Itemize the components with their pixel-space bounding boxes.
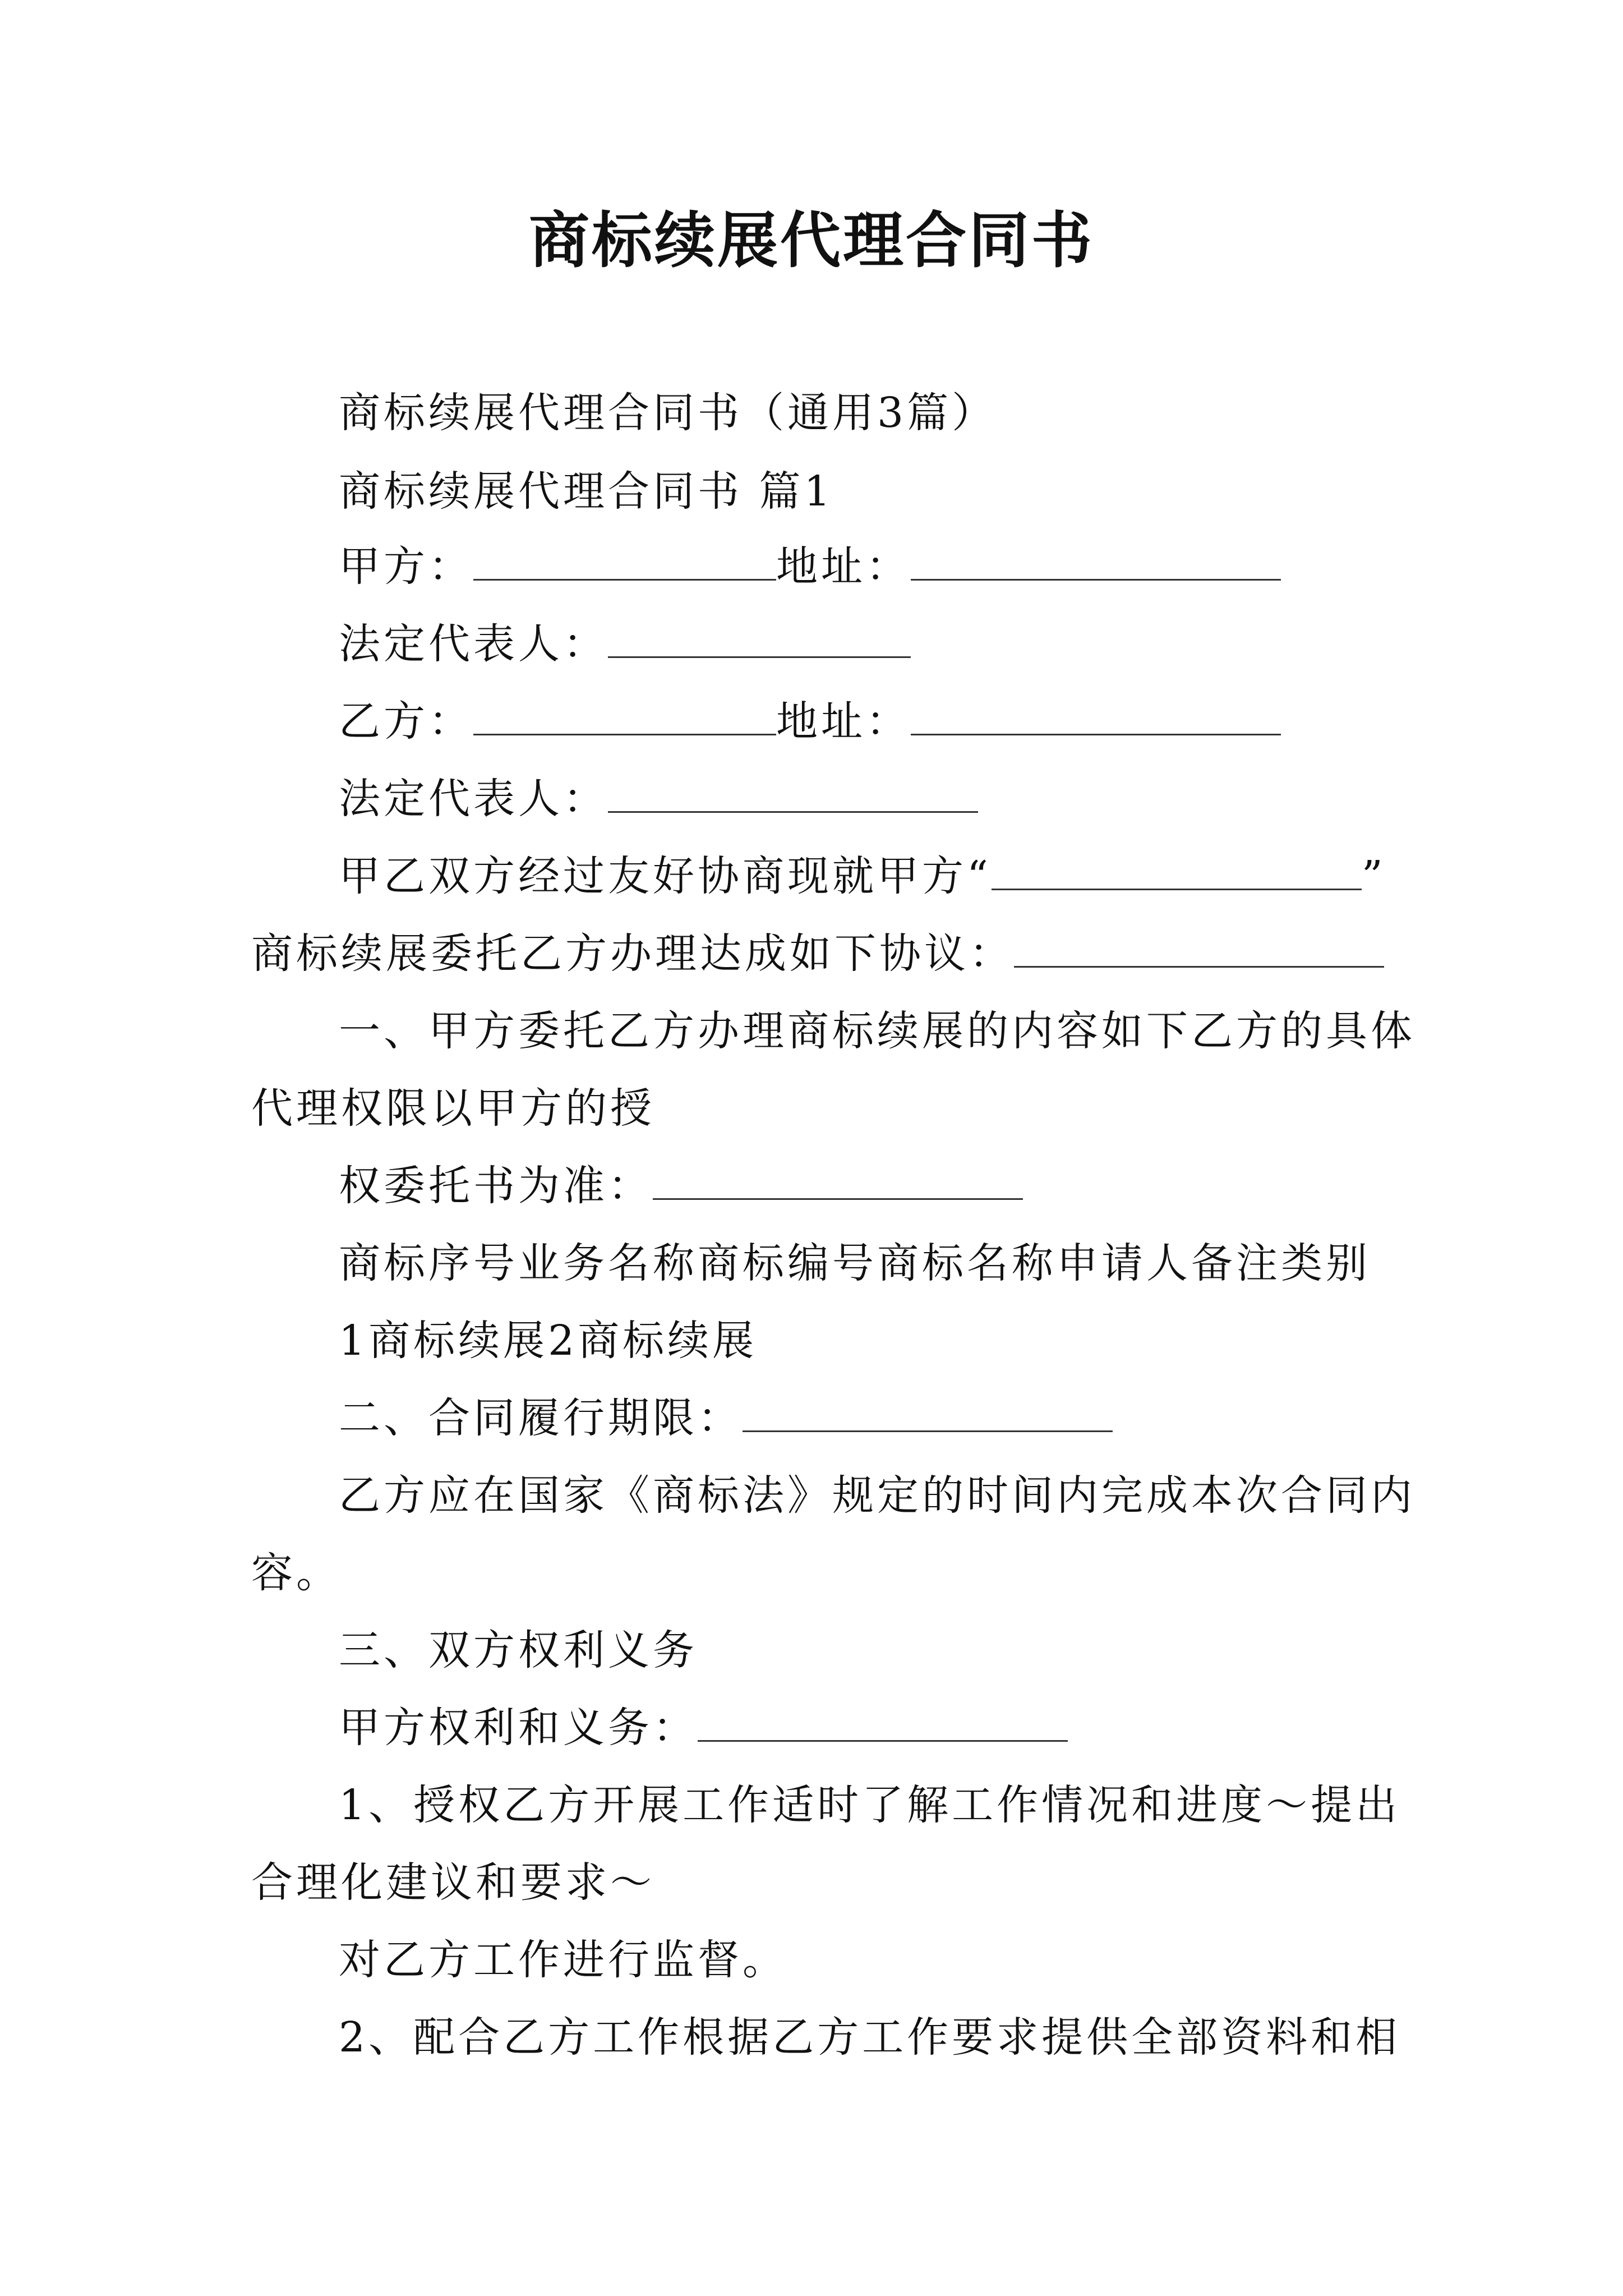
party-b-blank <box>473 697 776 735</box>
text-line: 商标续展代理合同书 篇1 <box>339 467 834 516</box>
paragraph-line <box>0 1158 1623 1214</box>
legal-rep-label: 法定代表人： <box>339 775 608 823</box>
paragraph-line <box>0 926 1623 982</box>
address-blank <box>911 697 1281 735</box>
text-line: 对乙方工作进行监督。 <box>339 1936 787 1984</box>
text-line: 权委托书为准： <box>339 1162 653 1210</box>
text-line: 商标序号业务名称商标编号商标名称申请人备注类别 <box>339 1239 1371 1287</box>
paragraph-line <box>0 1545 1623 1601</box>
text-line: 一、甲方委托乙方办理商标续展的内容如下乙方的具体 <box>339 1007 1415 1055</box>
authorization-blank <box>653 1161 1023 1200</box>
text-line: 2、配合乙方工作根据乙方工作要求提供全部资料和相 <box>339 2013 1401 2062</box>
text-line: 合理化建议和要求～ <box>251 1858 655 1907</box>
text-line: 甲乙双方经过友好协商现就甲方“ <box>339 852 992 900</box>
text-line: 商标续展代理合同书（通用3篇） <box>339 389 997 437</box>
text-line: 代理权限以甲方的授 <box>251 1084 655 1133</box>
paragraph-line <box>0 1390 1623 1446</box>
paragraph-line <box>0 1700 1623 1756</box>
paragraph-line <box>0 1313 1623 1369</box>
quote-mark: ” <box>1361 852 1386 900</box>
legal-rep-blank <box>608 774 978 813</box>
address-label: 地址： <box>776 542 911 591</box>
paragraph-line <box>0 1235 1623 1291</box>
legal-rep-blank <box>608 619 911 658</box>
paragraph-line <box>0 2009 1623 2065</box>
text-line: 商标续展委托乙方办理达成如下协议： <box>251 930 1014 978</box>
party-a-label: 甲方： <box>339 542 473 591</box>
paragraph-line <box>0 1932 1623 1988</box>
legal-rep-b-line <box>0 771 1623 827</box>
document-title: 商标续展代理合同书 <box>528 206 1094 276</box>
trademark-blank <box>992 852 1362 890</box>
doc-subtitle <box>0 385 1623 441</box>
section-heading <box>0 463 1623 519</box>
party-a-line <box>0 539 1623 595</box>
paragraph-line <box>0 848 1623 904</box>
text-line: 乙方应在国家《商标法》规定的时间内完成本次合同内 <box>339 1471 1415 1520</box>
text-line: 1商标续展2商标续展 <box>339 1317 758 1365</box>
paragraph-line <box>0 1080 1623 1137</box>
legal-rep-label: 法定代表人： <box>339 620 608 668</box>
rights-blank <box>698 1703 1068 1742</box>
party-a-blank <box>473 542 776 581</box>
address-blank <box>911 542 1281 581</box>
text-line: 容。 <box>251 1549 341 1597</box>
legal-rep-a-line <box>0 616 1623 672</box>
address-label: 地址： <box>776 697 911 746</box>
paragraph-line <box>0 1467 1623 1524</box>
paragraph-line <box>0 1855 1623 1911</box>
text-line: 二、合同履行期限： <box>339 1394 743 1442</box>
party-b-label: 乙方： <box>339 697 473 746</box>
paragraph-line <box>0 1003 1623 1059</box>
paragraph-line <box>0 1777 1623 1833</box>
text-line: 甲方权利和义务： <box>339 1704 698 1752</box>
text-line: 1、授权乙方开展工作适时了解工作情况和进度～提出 <box>339 1781 1401 1829</box>
text-line: 三、双方权利义务 <box>339 1626 698 1674</box>
party-b-line <box>0 693 1623 749</box>
agreement-blank <box>1014 929 1384 968</box>
term-blank <box>743 1393 1113 1432</box>
paragraph-line <box>0 1622 1623 1678</box>
